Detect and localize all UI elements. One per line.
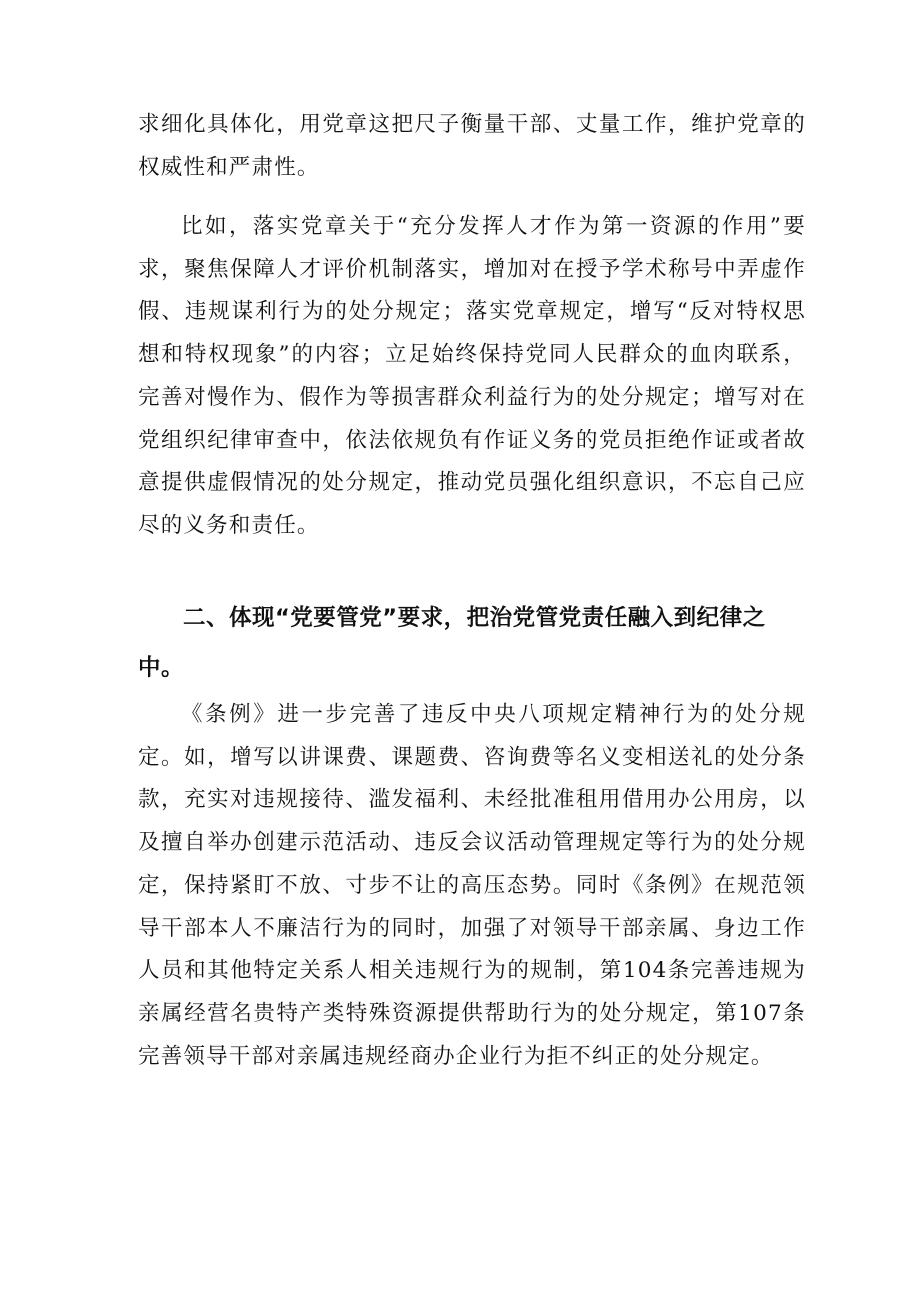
paragraph-continuation: 求细化具体化，用党章这把尺子衡量干部、丈量工作，维护党章的权威性和严肃性。 <box>138 112 806 180</box>
paragraph-eight-point-rules: 《条例》进一步完善了违反中央八项规定精神行为的处分规定。如，增写以讲课费、课题费、咨询费等名义变相送礼的处分条款，充实对违规接待、滥发福利、未经批准租用借用办公用房，以及擅自举办创建示范活动、违反会议活动管理规定等行为的处分规定，保持紧盯不放、寸步不让的高压态势。同时《条例》在规范领导干部本人不廉洁行为的同时，加强了对领导干部亲属、身边工作人员和其他特定关系人相关违规行为的规制，第104条完善违规为亲属经营名贵特产类特殊资源提供帮助行为的处分规定，第107条完善领导干部对亲属违规经商办企业行为拒不纠正的处分规定。 <box>138 702 806 1069</box>
paragraph-talent-evaluation: 比如，落实党章关于“充分发挥人才作为第一资源的作用”要求，聚焦保障人才评价机制落实，增加对在授予学术称号中弄虚作假、违规谋利行为的处分规定；落实党章规定，增写“反对特权思想和特权现象”的内容；立足始终保持党同人民群众的血肉联系，完善对慢作为、假作为等损害群众利益行为的处分规定；增写对在党组织纪律审查中，依法依规负有作证义务的党员拒绝作证或者故意提供虚假情况的处分规定，推动党员强化组织意识，不忘自己应尽的义务和责任。 <box>138 214 806 538</box>
section-heading: 二、体现“党要管党”要求，把治党管党责任融入到纪律之中。 <box>138 605 766 681</box>
